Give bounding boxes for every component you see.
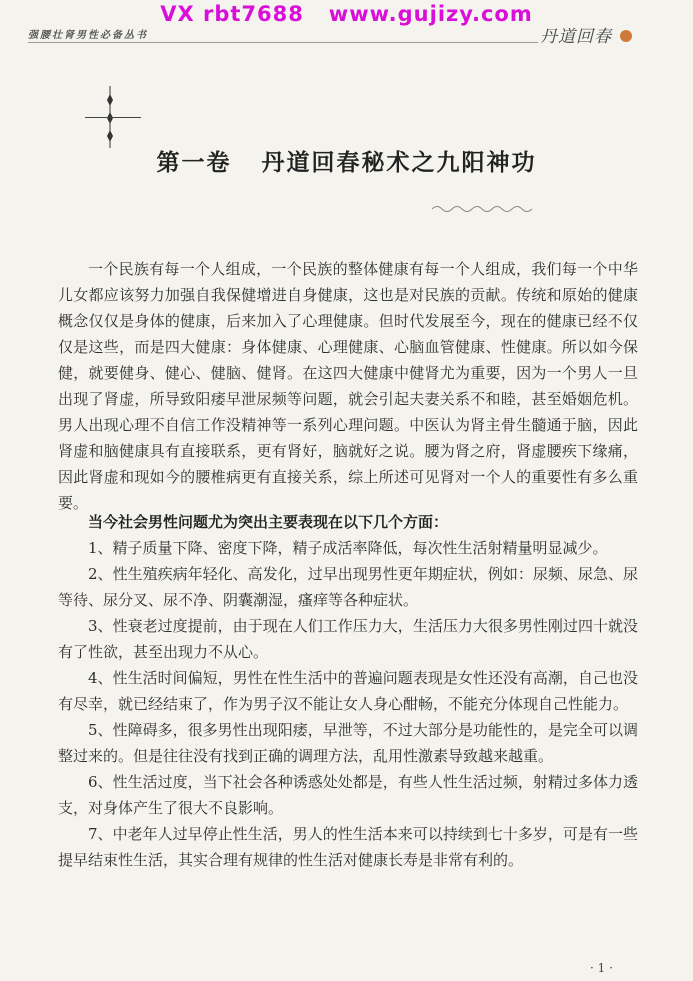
list-item: 2、性生殖疾病年轻化、高发化，过早出现男性更年期症状，例如：尿频、尿急、尿等待、尿分叉、尿不净、阴囊潮湿，瘙痒等各种症状。 <box>58 565 638 609</box>
list-item: 6、性生活过度，当下社会各种诱惑处处都是，有些人性生活过频，射精过多体力透支，对身体产生了很大不良影响。 <box>58 773 638 817</box>
issues-section <box>58 509 638 873</box>
wave-ornament-icon <box>432 204 532 214</box>
list-item: 1、精子质量下降、密度下降，精子成活率降低，每次性生活射精量明显减少。 <box>88 539 608 557</box>
list-item: 3、性衰老过度提前，由于现在人们工作压力大，生活压力大很多男性刚过四十就没有了性欲，甚至出现力不从心。 <box>58 617 638 661</box>
list-item: 5、性障碍多，很多男性出现阳痿，早泄等，不过大部分是功能性的，是完全可以调整过来的。但是往往没有找到正确的调理方法，乱用性激素导致越来越重。 <box>58 721 638 765</box>
intro-paragraph: 一个民族有每一个人组成，一个民族的整体健康有每一个人组成，我们每一个中华儿女都应该努力加强自我保健增进自身健康，这也是对民族的贡献。传统和原始的健康概念仅仅是身体的健康，后来加入了心理健康。但时代发展至今，现在的健康已经不仅仅是这些，而是四大健康：身体健康、心理健康、心脑血管健康、性健康。所以如今保健，就要健身、健心、健脑、健肾。在这四大健康中健肾尤为重要，因为一个男人一旦出现了肾虚，所导致阳痿早泄尿频等问题，就会引起夫妻关系不和睦，甚至婚姻危机。男人出现心理不自信工作没精神等一系列心理问题。中医认为肾主骨生髓通于脑，因此肾虚和脑健康具有直接联系，更有肾好，脑就好之说。腰为肾之府，肾虚腰疾下缘痛，因此肾虚和现如今的腰椎病更有直接关系，综上所述可见肾对一个人的重要性有多么重要。 <box>58 260 638 512</box>
header-divider <box>28 42 538 43</box>
book-logo: 丹道回春 <box>540 27 612 47</box>
page-number: · 1 · <box>590 961 613 975</box>
watermark-text: VX rbt7688 www.gujizy.com <box>160 2 533 26</box>
intro-section <box>58 256 638 516</box>
ornament-crossline <box>85 117 141 118</box>
list-item: 4、性生活时间偏短，男性在性生活中的普遍问题表现是女性还没有高潮，自己也没有尽幸，就已经结束了，作为男子汉不能让女人身心酣畅，不能充分体现自己性能力。 <box>58 669 638 713</box>
series-title: 强腰壮肾男性必备丛书 <box>28 30 148 41</box>
list-heading: 当今社会男性问题尤为突出主要表现在以下几个方面： <box>88 513 449 531</box>
chapter-title: 第一卷 丹道回春秘术之九阳神功 <box>156 150 537 176</box>
seal-icon <box>620 30 632 42</box>
list-item: 7、中老年人过早停止性生活，男人的性生活本来可以持续到七十多岁，可是有一些提早结束性生活，其实合理有规律的性生活对健康长寿是非常有利的。 <box>58 825 638 869</box>
